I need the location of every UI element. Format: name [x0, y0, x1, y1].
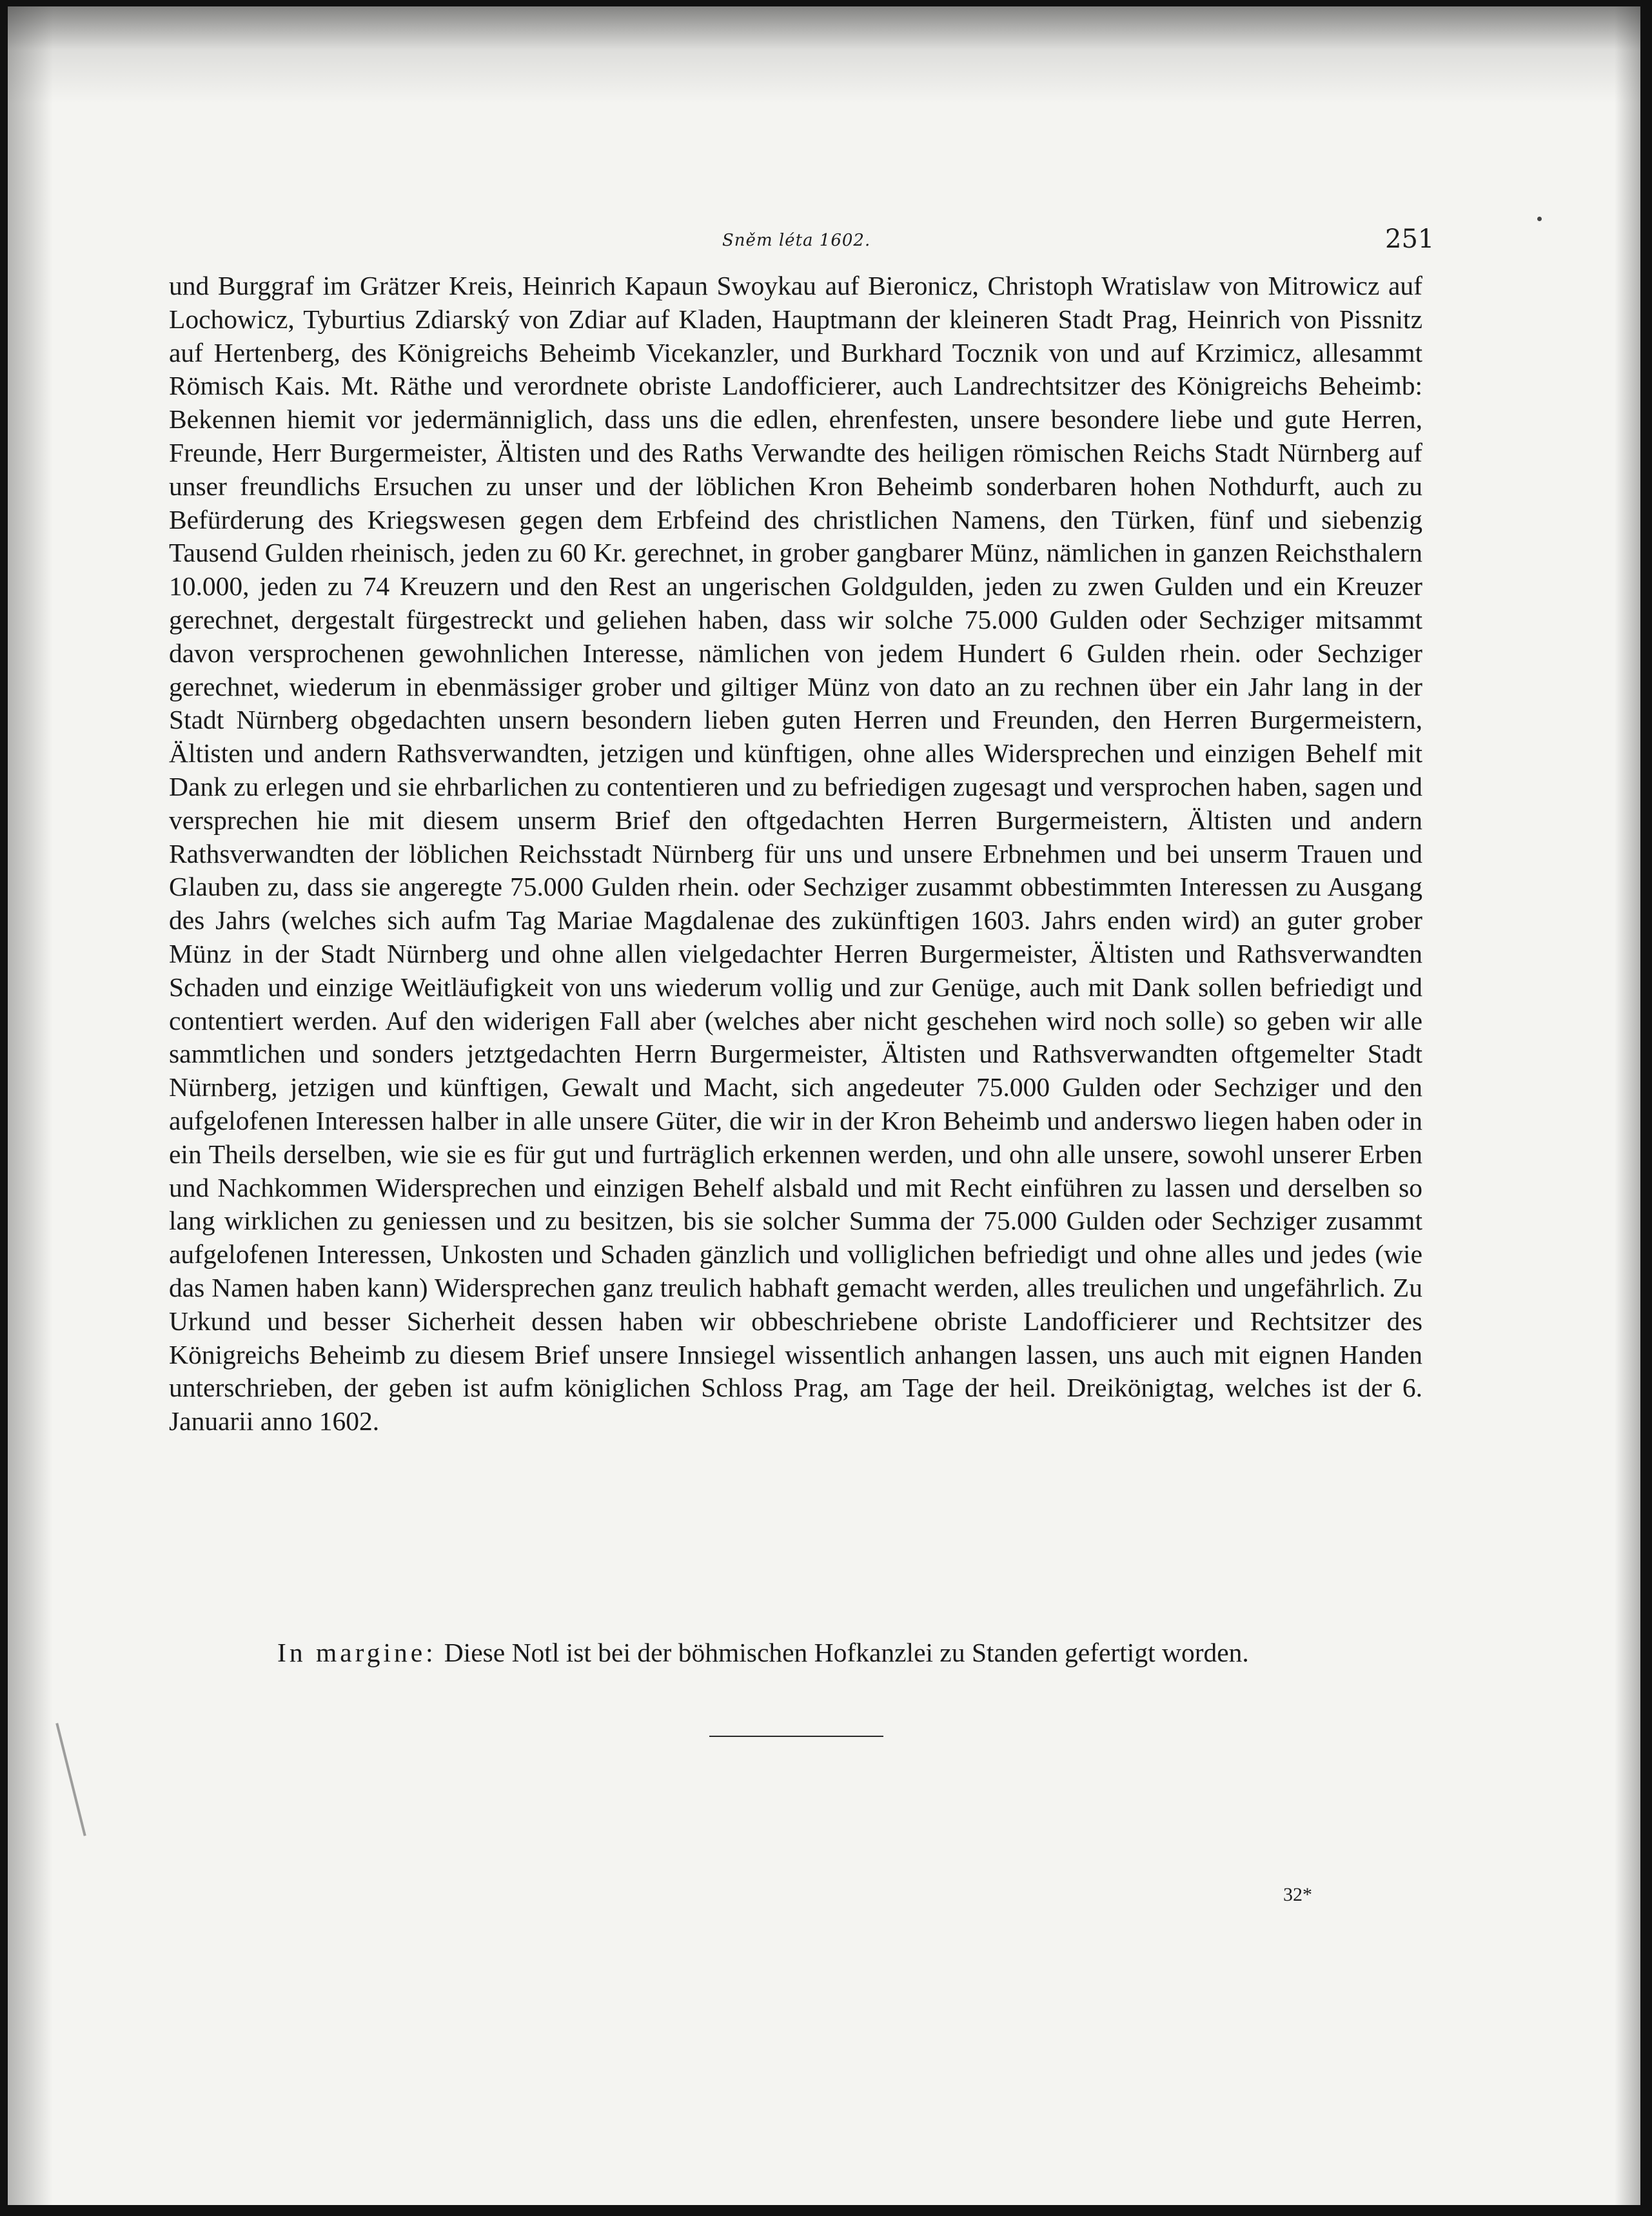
margin-note [277, 1636, 1249, 1669]
body-paragraph: und Burggraf im Grätzer Kreis, Heinrich Kapaun Swoykau auf Bieronicz, Christoph Wratislaw von Mitrowicz auf Lochowicz, Tyburtius Zdiarský von Zdiar auf Kladen, Hauptmann der kleineren Stadt Prag, Heinrich von Pissnitz auf Hertenberg, des Königreichs Beheimb Vicekanzler, und Burkhard Tocznik von und auf Krzimicz, allesammt Römisch Kais. Mt. Räthe und verordnete obriste Landofficierer, auch Landrechtsitzer des Königreichs Beheimb: Bekennen hiemit vor jedermänniglich, dass uns die edlen, ehrenfesten, unsere besondere liebe und gute Herren, Freunde, Herr Burgermeister, Ältisten und des Raths Verwandte des heiligen römischen Reichs Stadt Nürnberg auf unser freundlichs Ersuchen zu unser und der löblichen Kron Beheimb sonderbaren hohen Nothdurft, auch zu Befürderung des Kriegswesen gegen dem Erbfeind des christlichen Namens, den Türken, fünf und siebenzig Tausend Gulden rheinisch, jeden zu 60 Kr. gerechnet, in grober gangbarer Münz, nämlichen in ganzen Reichsthalern 10.000, jeden zu 74 Kreuzern und den Rest an ungerischen Goldgulden, jeden zu zwen Gulden und ein Kreuzer gerechnet, dergestalt fürgestreckt und geliehen haben, dass wir solche 75.000 Gulden oder Sechziger mitsammt davon versprochenen gewohnlichen Interesse, nämlichen von jedem Hundert 6 Gulden rhein. oder Sechziger gerechnet, wiederum in ebenmässiger grober und giltiger Münz von dato an zu rechnen über ein Jahr lang in der Stadt Nürnberg obgedachten unsern besondern lieben guten Herren und Freunden, den Herren Burgermeistern, Ältisten und andern Rathsverwandten, jetzigen und künftigen, ohne alles Widersprechen und einzigen Behelf mit Dank zu erlegen und sie ehrbarlichen zu contentieren und zu befriedigen zugesagt und versprochen haben, sagen und versprechen hie mit diesem unserm Brief den oftgedachten Herren Burgermeistern, Ältisten und andern Rathsverwandten der löblichen Reichsstadt Nürnberg für uns und unsere Erbnehmen und bei unserm Trauen und Glauben zu, dass sie angeregte 75.000 Gulden rhein. oder Sechziger zusammt obbestimmten Interessen zu Ausgang des Jahrs (welches sich aufm Tag Mariae Magdalenae des zukünftigen 1603. Jahrs enden wird) an guter grober Münz in der Stadt Nürnberg und ohne allen vielgedachter Herren Burgermeister, Ältisten und Rathsverwandten Schaden und einzige Weitläufigkeit von uns wiederum vollig und zur Genüge, auch mit Dank sollen befriedigt und contentiert werden. Auf den widerigen Fall aber (welches aber nicht geschehen wird noch solle) so geben wir alle sammtlichen und sonders jetztgedachten Herrn Burgermeister, Ältisten und Rathsverwandten oftgemelter Stadt Nürnberg, jetzigen und künftigen, Gewalt und Macht, sich angedeuter 75.000 Gulden oder Sechziger und den aufgelofenen Interessen halber in alle unsere Güter, die wir in der Kron Beheimb und anderswo liegen haben oder in ein Theils derselben, wie sie es für gut und furträglich erkennen werden, und ohn alle unsere, sowohl unserer Erben und Nachkommen Widersprechen und einzigen Behelf alsbald und mit Recht einführen zu lassen und derselben so lang wirklichen zu geniessen und zu besitzen, bis sie solcher Summa der 75.000 Gulden oder Sechziger zusammt aufgelofenen Interessen, Unkosten und Schaden gänzlich und volliglichen befriedigt und ohne alles und jedes (wie das Namen haben kann) Widersprechen ganz treulich habhaft gemacht werden, alles treulichen und ungefährlich. Zu Urkund und besser Sicherheit dessen haben wir obbeschriebene obriste Landofficierer und Rechtsitzer des Königreichs Beheimb zu diesem Brief unsere Innsiegel wissentlich anhangen lassen, uns auch mit eignen Handen unterschrieben, der geben ist aufm königlichen Schloss Prag, am Tage der heil. Dreikönigtag, welches ist der 6. Januarii anno 1602. [169, 271, 1422, 1436]
running-head: Sněm léta 1602. [722, 231, 871, 250]
scan-shadow-top [8, 6, 1640, 103]
scan-scratch-mark [55, 1723, 86, 1836]
section-divider [709, 1736, 883, 1737]
scan-shadow-left [8, 6, 53, 2205]
page-number: 251 [1385, 224, 1435, 254]
margin-note-label: In margine: [277, 1638, 437, 1667]
scan-speck [1537, 217, 1542, 221]
margin-note-text: Diese Notl ist bei der böhmischen Hofkanzlei zu Standen gefertigt worden. [444, 1638, 1249, 1667]
scan-shadow-right [1615, 6, 1640, 2205]
signature-mark: 32* [1283, 1884, 1312, 1905]
